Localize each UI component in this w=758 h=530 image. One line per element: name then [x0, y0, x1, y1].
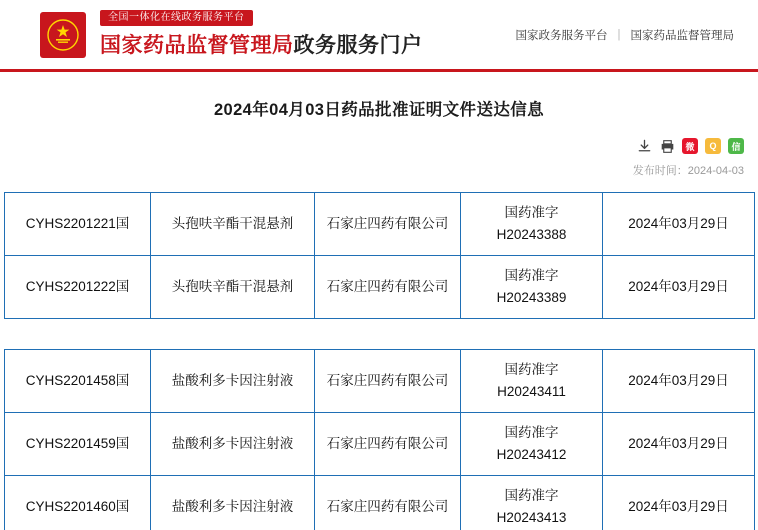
approval-no-line-2: H20243412: [496, 447, 567, 462]
cell-approval-no: [461, 350, 603, 413]
approval-no-line-1: 国药准字: [504, 425, 559, 440]
approval-no-line-1: 国药准字: [504, 362, 559, 377]
cell-company: 石家庄四药有限公司: [315, 193, 461, 256]
header-links: [516, 27, 735, 43]
approval-table-1: [4, 192, 755, 319]
cell-receipt-no: CYHS2201221国: [5, 193, 151, 256]
header-link-national-platform[interactable]: 国家政务服务平台: [515, 29, 608, 42]
approval-no-line-2: H20243413: [496, 510, 567, 525]
share-qzone-icon[interactable]: Q: [705, 138, 721, 154]
cell-approval-no: [461, 256, 603, 319]
cell-drug-name: 盐酸利多卡因注射液: [151, 413, 315, 476]
site-title-main: 国家药品监督管理局: [100, 34, 294, 57]
cell-approval-no: [461, 193, 603, 256]
cell-receipt-no: CYHS2201460国: [5, 476, 151, 530]
cell-receipt-no: CYHS2201222国: [5, 256, 151, 319]
cell-company: 石家庄四药有限公司: [315, 413, 461, 476]
cell-drug-name: 头孢呋辛酯干混悬剂: [151, 193, 315, 256]
cell-drug-name: 头孢呋辛酯干混悬剂: [151, 256, 315, 319]
share-weibo-icon[interactable]: 微: [682, 138, 698, 154]
document-toolbar: [0, 136, 758, 156]
site-title: [100, 29, 423, 59]
table-row: [5, 350, 755, 413]
site-title-sub: 政务服务门户: [293, 34, 423, 57]
print-icon[interactable]: [659, 138, 675, 154]
brand-block: [100, 10, 423, 59]
approval-no-line-1: 国药准字: [504, 268, 559, 283]
approval-no-line-2: H20243389: [496, 290, 567, 305]
page-title: 2024年04月03日药品批准证明文件送达信息: [213, 101, 545, 119]
approval-no-line-2: H20243388: [496, 227, 567, 242]
table-row: [5, 193, 755, 256]
approval-no-line-2: H20243411: [497, 384, 566, 399]
cell-drug-name: 盐酸利多卡因注射液: [151, 476, 315, 530]
table-row: [5, 256, 755, 319]
document-content: [0, 72, 758, 530]
cell-approval-no: [461, 476, 603, 530]
site-header: [0, 0, 758, 72]
table-gap: [0, 319, 758, 335]
cell-date: 2024年03月29日: [603, 413, 755, 476]
approval-no-line-1: 国药准字: [504, 205, 559, 220]
publish-time: 发布时间：2024-04-03: [632, 165, 744, 177]
cell-date: 2024年03月29日: [603, 476, 755, 530]
table-row: [5, 476, 755, 530]
cell-approval-no: [461, 413, 603, 476]
cell-date: 2024年03月29日: [603, 193, 755, 256]
platform-badge: 全国一体化在线政务服务平台: [100, 10, 253, 26]
cell-receipt-no: CYHS2201458国: [5, 350, 151, 413]
national-emblem-icon: [40, 12, 86, 58]
table-row: [5, 413, 755, 476]
cell-date: 2024年03月29日: [603, 256, 755, 319]
share-wechat-icon[interactable]: 信: [728, 138, 744, 154]
download-icon[interactable]: [636, 138, 652, 154]
approval-no-line-1: 国药准字: [504, 488, 559, 503]
cell-drug-name: 盐酸利多卡因注射液: [151, 350, 315, 413]
header-link-separator: |: [617, 28, 621, 41]
cell-receipt-no: CYHS2201459国: [5, 413, 151, 476]
approval-table-2: [4, 349, 755, 530]
cell-company: 石家庄四药有限公司: [315, 350, 461, 413]
cell-company: 石家庄四药有限公司: [315, 256, 461, 319]
cell-company: 石家庄四药有限公司: [315, 476, 461, 530]
header-link-nmpa[interactable]: 国家药品监督管理局: [630, 29, 734, 42]
cell-date: 2024年03月29日: [603, 350, 755, 413]
